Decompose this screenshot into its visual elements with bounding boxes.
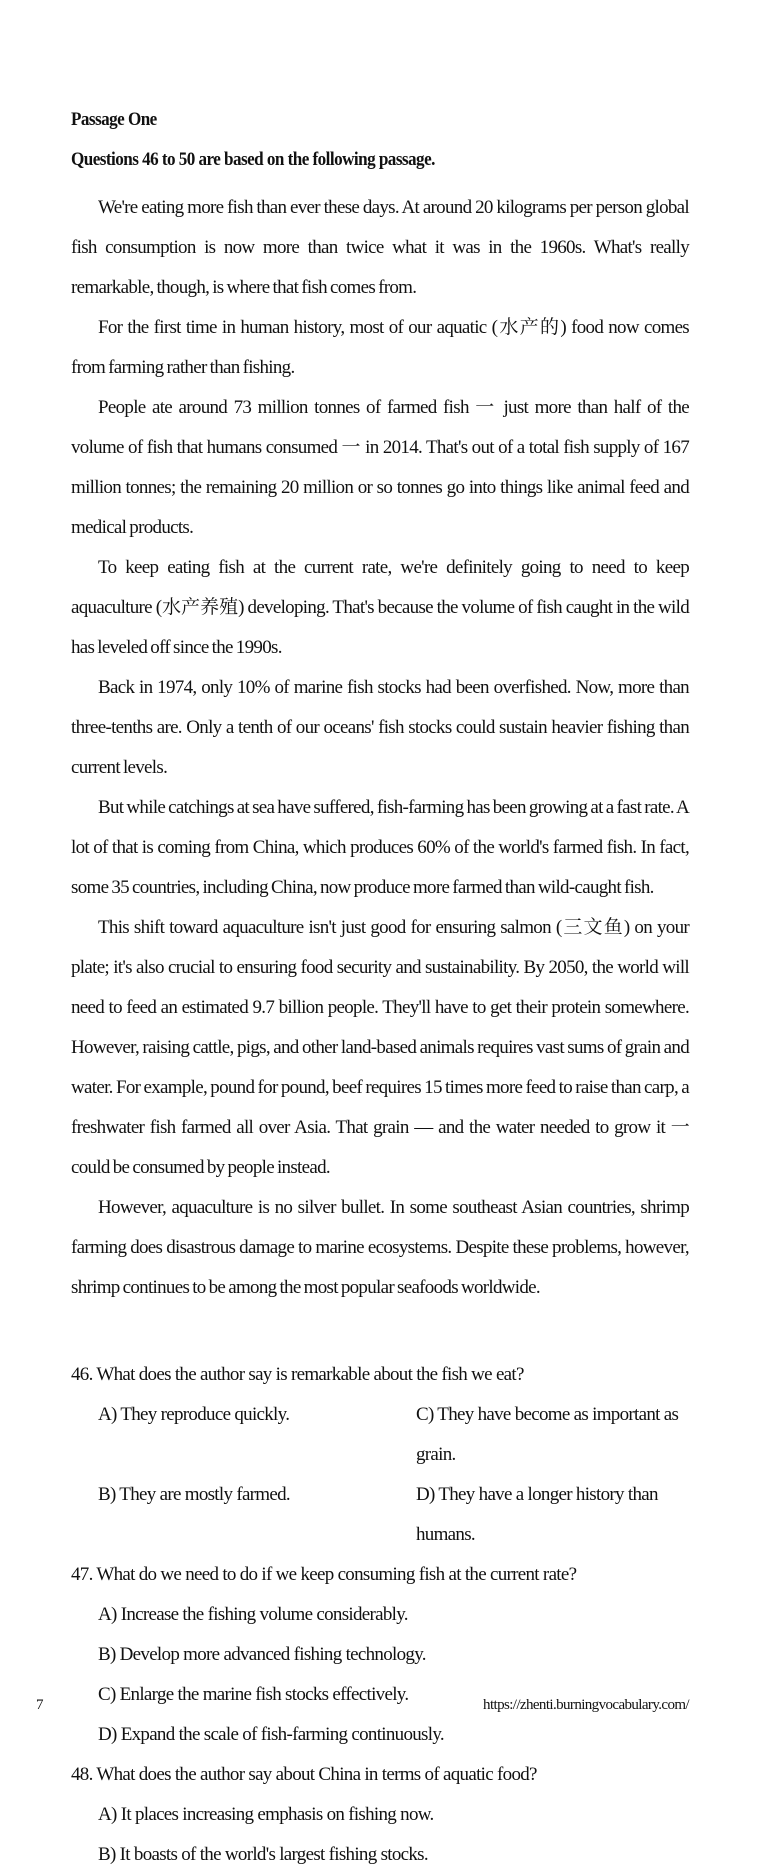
question-stem: 48. What does the author say about China in terms of aquatic food? xyxy=(71,1764,537,1785)
option-b: B) It boasts of the world's largest fishing stocks. xyxy=(98,1844,428,1865)
option-c: C) They have become as important as grain. xyxy=(416,1404,679,1465)
question-stem: 47. What do we need to do if we keep consuming fish at the current rate? xyxy=(71,1564,577,1585)
option-a: A) They reproduce quickly. xyxy=(98,1404,290,1425)
passage-paragraph: To keep eating fish at the current rate, we're definitely going to need to keep aquaculture (水产养殖) developing. That's because the volume of fish caught in the wild has leveled off since the 1990s. xyxy=(71,557,689,658)
question-48 xyxy=(71,1755,689,1875)
passage-paragraph: This shift toward aquaculture isn't just good for ensuring salmon (三文鱼) on your plate; it's also crucial to ensuring food security and sustainability. By 2050, the world will need to feed an estimated 9.7 billion people. They'll have to get their protein somewhere. However, raising cattle, pigs, and other land-based animals requires vast sums of grain and water. For example, pound for pound, beef requires 15 times more feed to raise than carp, a freshwater fish farmed all over Asia. That grain — and the water needed to grow it 一 could be consumed by people instead. xyxy=(71,917,689,1178)
option-b: B) Develop more advanced fishing technology. xyxy=(98,1644,426,1665)
passage-title xyxy=(71,108,689,148)
question-46 xyxy=(71,1355,689,1555)
passage-paragraph: But while catchings at sea have suffered, fish-farming has been growing at a fast rate. A lot of that is coming from China, which produces 60% of the world's farmed fish. In fact, some 35 countries, including China, now produce more farmed than wild-caught fish. xyxy=(71,797,689,898)
question-stem: 46. What does the author say is remarkable about the fish we eat? xyxy=(71,1364,524,1385)
option-a: A) It places increasing emphasis on fishing now. xyxy=(98,1804,434,1825)
passage-paragraph: For the first time in human history, most of our aquatic (水产的) food now comes from farming rather than fishing. xyxy=(71,317,689,378)
section-gap xyxy=(71,1308,689,1355)
page-number: 7 xyxy=(36,1697,43,1713)
option-b: B) They are mostly farmed. xyxy=(98,1484,290,1505)
passage-title-text: Passage One xyxy=(71,109,157,130)
option-row xyxy=(71,1395,689,1475)
option-row xyxy=(71,1475,689,1555)
passage-paragraph: People ate around 73 million tonnes of farmed fish 一 just more than half of the volume of fish that humans consumed 一 in 2014. That's out of a total fish supply of 167 million tonnes; the remaining 20 million or so tonnes go into things like animal feed and medical products. xyxy=(71,397,689,538)
passage-body xyxy=(71,188,689,1308)
page-content xyxy=(71,108,689,1875)
passage-instruction xyxy=(71,148,689,188)
footer-url[interactable]: https://zhenti.burningvocabulary.com/ xyxy=(483,1697,689,1713)
option-d: D) Expand the scale of fish-farming continuously. xyxy=(98,1724,444,1745)
passage-paragraph: We're eating more fish than ever these days. At around 20 kilograms per person global fish consumption is now more than twice what it was in the 1960s. What's really remarkable, though, is where that fish comes from. xyxy=(71,197,689,298)
passage-instruction-text: Questions 46 to 50 are based on the following passage. xyxy=(71,149,435,170)
option-a: A) Increase the fishing volume considerably. xyxy=(98,1604,408,1625)
option-c: C) Enlarge the marine fish stocks effectively. xyxy=(98,1684,409,1705)
option-d: D) They have a longer history than humans. xyxy=(416,1484,658,1545)
passage-paragraph: Back in 1974, only 10% of marine fish stocks had been overfished. Now, more than three-tenths are. Only a tenth of our oceans' fish stocks could sustain heavier fishing than current levels. xyxy=(71,677,689,778)
passage-paragraph: However, aquaculture is no silver bullet. In some southeast Asian countries, shrimp farming does disastrous damage to marine ecosystems. Despite these problems, however, shrimp continues to be among the most popular seafoods worldwide. xyxy=(71,1197,689,1298)
question-47 xyxy=(71,1555,689,1755)
